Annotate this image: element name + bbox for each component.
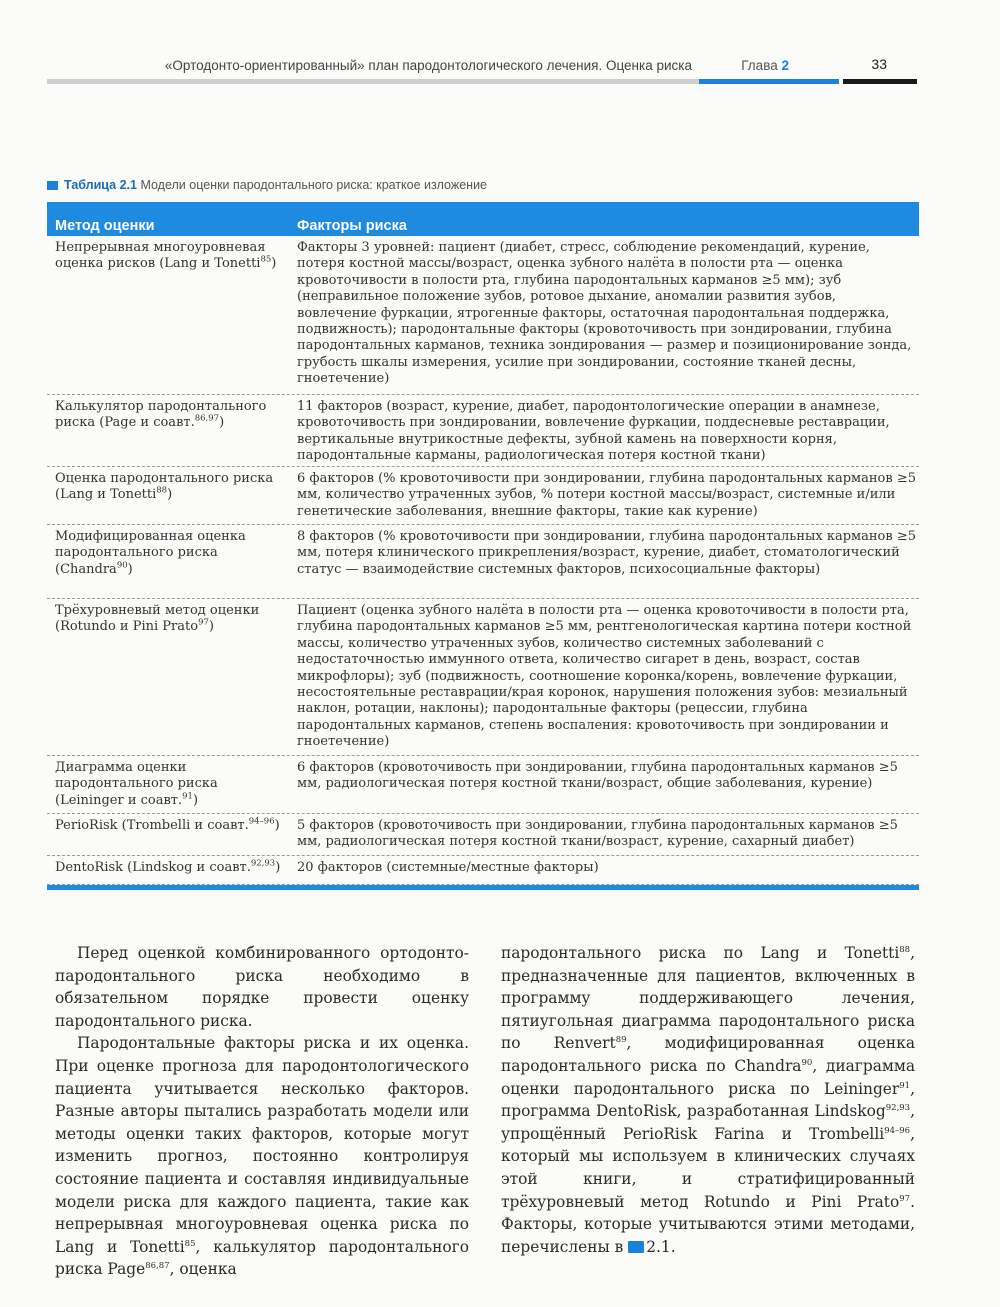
page-number: 33 [871, 56, 887, 72]
method-ref: 88 [156, 486, 168, 497]
method-close: ) [274, 818, 280, 833]
text-run: , предназначенные для пациентов, включенных в программу поддерживающего лечения, пятиугольная диаграмма пародонтального риска по Renvert [501, 944, 915, 1053]
running-title: «Ортодонто-ориентированный» план пародонтологического лечения. Оценка риска [164, 58, 692, 73]
method-close: ) [167, 487, 173, 503]
column-header-method: Метод оценки [55, 218, 155, 234]
method-close: ) [271, 256, 277, 272]
method-ref: 92,93 [250, 858, 276, 869]
paragraph [55, 1032, 469, 1281]
text-run: , программа DentoRisk, разработанная Lindskog [501, 1079, 915, 1121]
table-row [47, 395, 919, 467]
method-cell [55, 818, 289, 834]
text-run: , упрощённый PerioRisk Farina и Trombelli [501, 1102, 915, 1143]
method-cell [55, 860, 289, 876]
table-caption-label: Таблица 2.1 [64, 178, 137, 192]
table-icon [47, 181, 58, 190]
citation: 97 [899, 1193, 911, 1204]
method-name: Диаграмма оценки пародонтального риска (Leininger и соавт. [55, 760, 218, 808]
column-header-factors: Факторы риска [297, 218, 407, 234]
body-column-left [55, 942, 469, 1281]
method-cell [55, 529, 289, 578]
table-row [47, 467, 919, 525]
method-ref: 86,97 [194, 414, 220, 425]
factors-cell: 6 факторов (кровоточивость при зондировании, глубина пародонтальных карманов ≥5 мм, радиологическая потеря костной ткани/возраст, общие заболевания, курение) [297, 760, 898, 792]
method-ref: 91 [182, 791, 193, 802]
text-run: пародонтального риска по Lang и Tonetti [501, 944, 900, 962]
table-caption [47, 178, 487, 192]
factors-cell: 20 факторов (системные/местные факторы) [297, 860, 599, 875]
chapter-word: Глава [741, 58, 778, 73]
text-run: , диаграмма оценки пародонтального риска по Leininger [501, 1056, 915, 1098]
text-run: , оценка [169, 1260, 237, 1279]
method-name: Трёхуровневый метод оценки (Rotundo и Pini Prato [55, 603, 260, 635]
body-column-right [501, 942, 915, 1258]
text-run: , который мы используем в клинических случаях этой книги, и стратифицированный трёхуровневый метод Rotundo и Pini Prato [501, 1124, 915, 1211]
method-name: PerioRisk (Trombelli и соавт. [55, 818, 249, 833]
citation: 94–96 [884, 1125, 911, 1136]
method-close: ) [219, 415, 225, 431]
factors-cell: 6 факторов (% кровоточивости при зондировании, глубина пародонтальных карманов ≥5 мм, количество утраченных зубов, % потери костной массы/возраст, системные и/или генетические заболевания, внешние факторы, такие как курение) [297, 471, 916, 519]
table-icon [628, 1241, 644, 1253]
method-close: ) [275, 860, 281, 875]
text-run: Пародонтальные факторы риска и их оценка. При оценке прогноза для пародонтологического пациента учитывается несколько факторов. Разные авторы пытались разработать модели или методы оценки таких факторов, которые могут изменить прогноз, постоянно контролируя состояние пациента и составляя индивидуальные модели риска для каждого пациента, такие как непрерывная многоуровневая оценка риска по Lang и Tonetti [55, 1034, 469, 1256]
text-run: , калькулятор пародонтального риска Page [55, 1237, 469, 1279]
method-cell [55, 240, 289, 273]
method-close: ) [208, 619, 214, 635]
citation: 85 [184, 1238, 196, 1249]
citation: 88 [899, 944, 911, 955]
header-rule-black [843, 79, 917, 84]
risk-models-table [47, 202, 919, 890]
method-ref: 85 [260, 255, 272, 266]
text-run: , модифицированная оценка пародонтального риска по Chandra [501, 1034, 915, 1075]
method-ref: 94–96 [248, 816, 275, 827]
running-header [47, 52, 917, 86]
method-name: Оценка пародонтального риска (Lang и Tonetti [55, 471, 274, 503]
method-ref: 90 [116, 560, 128, 571]
header-rule-grey [47, 79, 699, 84]
citation: 86,87 [145, 1261, 170, 1272]
method-cell [55, 471, 289, 504]
table-row [47, 599, 919, 756]
factors-cell: Факторы 3 уровней: пациент (диабет, стресс, соблюдение рекомендаций, курение, потеря костной массы/возраст, оценка зубного налёта в полости рта — оценка кровоточивости в полости рта, глубина пародонтальных карманов ≥5 мм); зуб (неправильное положение зубов, ротовое дыхание, аномалии развития зубов, вовлечение фуркации, ятрогенные факторы, остаточная пародонтальная поддержка, подвижность); пародонтальные факторы (кровоточивость при зондировании, глубина пародонтальных карманов, техника зондирования — размер и позиционирование зонда, грубость шкалы измерения, усилие при зондировании, состояние тканей десны, гноетечение) [297, 240, 912, 387]
table-row [47, 525, 919, 599]
method-name: Непрерывная многоуровневая оценка рисков (Lang и Tonetti [55, 240, 266, 272]
paragraph [501, 942, 915, 1258]
factors-cell: 8 факторов (% кровоточивости при зондировании, глубина пародонтальных карманов ≥5 мм, потеря клинического прикрепления/возраст, курение, диабет, стоматологический статус — взаимодействие системных факторов, психосоциальные факторы) [297, 529, 916, 577]
factors-cell: Пациент (оценка зубного налёта в полости рта — оценка кровоточивости в полости рта, глубина пародонтальных карманов ≥5 мм, рентгенологическая картина потери костной массы, количество утраченных зубов, количество системных заболеваний с недостаточностью иммунного ответа, количество сигарет в день, возраст, состав микрофлоры); зуб (подвижность, соотношение коронка/корень, вовлечение фуркации, несостоятельные реставрации/края коронок, нарушения положения зубов: мезиальный наклон, ротации, наклоны); пародонтальные факторы (рецессии, глубина пародонтальных карманов, степень воспаления: кровоточивость при зондировании и гноетечение) [297, 603, 912, 750]
citation: 90 [801, 1057, 813, 1068]
method-cell [55, 399, 289, 432]
table-bottom-rule [47, 885, 919, 890]
method-cell [55, 603, 289, 636]
chapter-label [741, 58, 789, 73]
factors-cell: 5 факторов (кровоточивость при зондировании, глубина пародонтальных карманов ≥5 мм, радиологическая потеря костной ткани/возраст, курение, сахарный диабет) [297, 818, 898, 850]
chapter-number: 2 [781, 58, 789, 73]
method-name: Калькулятор пародонтального риска (Page и соавт. [55, 399, 267, 431]
table-row [47, 756, 919, 814]
table-caption-text: Модели оценки пародонтального риска: краткое изложение [140, 178, 488, 192]
citation: 89 [615, 1035, 627, 1046]
method-close: ) [127, 561, 133, 577]
table-row [47, 856, 919, 885]
method-cell [55, 760, 289, 809]
text-run: . Факторы, которые учитываются этими методами, перечислены в [501, 1192, 915, 1256]
table-header-row [47, 202, 919, 236]
method-ref: 97 [198, 618, 209, 629]
paragraph: Перед оценкой комбинированного ортодонто-пародонтального риска необходимо в обязательном порядке провести оценку пародонтального риска. [55, 944, 469, 1030]
method-name: DentoRisk (Lindskog и соавт. [55, 860, 251, 875]
method-name: Модифицированная оценка пародонтального риска (Chandra [55, 529, 246, 577]
citation: 92,93 [885, 1103, 911, 1114]
citation: 91 [899, 1080, 911, 1091]
table-row [47, 814, 919, 856]
table-row [47, 236, 919, 395]
header-rule-blue [699, 79, 839, 84]
method-close: ) [192, 792, 199, 808]
factors-cell: 11 факторов (возраст, курение, диабет, пародонтологические операции в анамнезе, кровоточивость при зондировании, вовлечение фуркации, поддесневые реставрации, вертикальные внутрикостные дефекты, зубной камень на поверхности корня, пародонтальные карманы, радиологическая потеря костной ткани) [297, 399, 890, 464]
table-reference[interactable]: 2.1. [646, 1237, 676, 1256]
